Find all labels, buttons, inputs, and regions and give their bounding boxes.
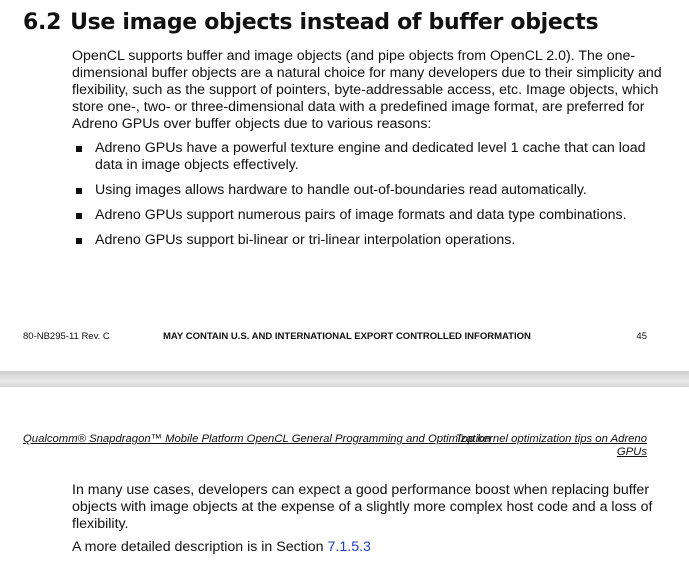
bullet-icon: [76, 238, 82, 244]
page-number: 45: [636, 331, 647, 342]
reference-paragraph: [72, 539, 662, 556]
section-number: 6.2: [23, 10, 62, 35]
section-link[interactable]: 7.1.5.3: [327, 539, 371, 555]
list-item: [72, 140, 677, 174]
bullet-icon: [76, 188, 82, 194]
list-item: [72, 207, 677, 224]
running-header-title: Qualcomm® Snapdragon™ Mobile Platform OpenCL General Programming and Optimization: [23, 433, 491, 445]
list-item-text: Adreno GPUs support numerous pairs of image formats and data type combinations.: [95, 207, 627, 223]
section-title: Use image objects instead of buffer objects: [70, 10, 599, 35]
export-control-notice: MAY CONTAIN U.S. AND INTERNATIONAL EXPORT CONTROLLED INFORMATION: [163, 331, 531, 342]
list-item: [72, 182, 677, 199]
page-separator: [0, 371, 689, 387]
bullet-icon: [76, 146, 82, 152]
intro-paragraph: OpenCL supports buffer and image objects (and pipe objects from OpenCL 2.0). The one-dimensional buffer objects are a natural choice for many developers due to their simplicity and flexibility, such as the support of pointers, byte-addressable access, etc. Image objects, which store one-, two- or three-dimensional data with a predefined image format, are preferred for Adreno GPUs over buffer objects due to various reasons:: [72, 48, 662, 132]
list-item-text: Adreno GPUs support bi-linear or tri-linear interpolation operations.: [95, 232, 516, 248]
list-item-text: Adreno GPUs have a powerful texture engine and dedicated level 1 cache that can load data in image objects effectively.: [95, 140, 646, 173]
running-header-section-block: [23, 433, 647, 459]
reference-text: A more detailed description is in Section: [72, 539, 324, 555]
body-paragraph: In many use cases, developers can expect a good performance boost when replacing buffer objects with image objects at the expense of a slightly more complex host code and a loss of flexibility.: [72, 482, 653, 532]
running-header-section-right: Top kernel optimization tips on Adreno GPUs: [455, 433, 647, 458]
page-footer: [23, 331, 647, 343]
list-item-text: Using images allows hardware to handle out-of-boundaries read automatically.: [95, 182, 587, 198]
document-page-46: [0, 387, 689, 575]
bullet-icon: [76, 213, 82, 219]
bullet-list: [72, 140, 677, 257]
document-id: 80-NB295-11 Rev. C: [23, 331, 110, 342]
list-item: [72, 232, 677, 249]
section-heading: [23, 10, 598, 35]
